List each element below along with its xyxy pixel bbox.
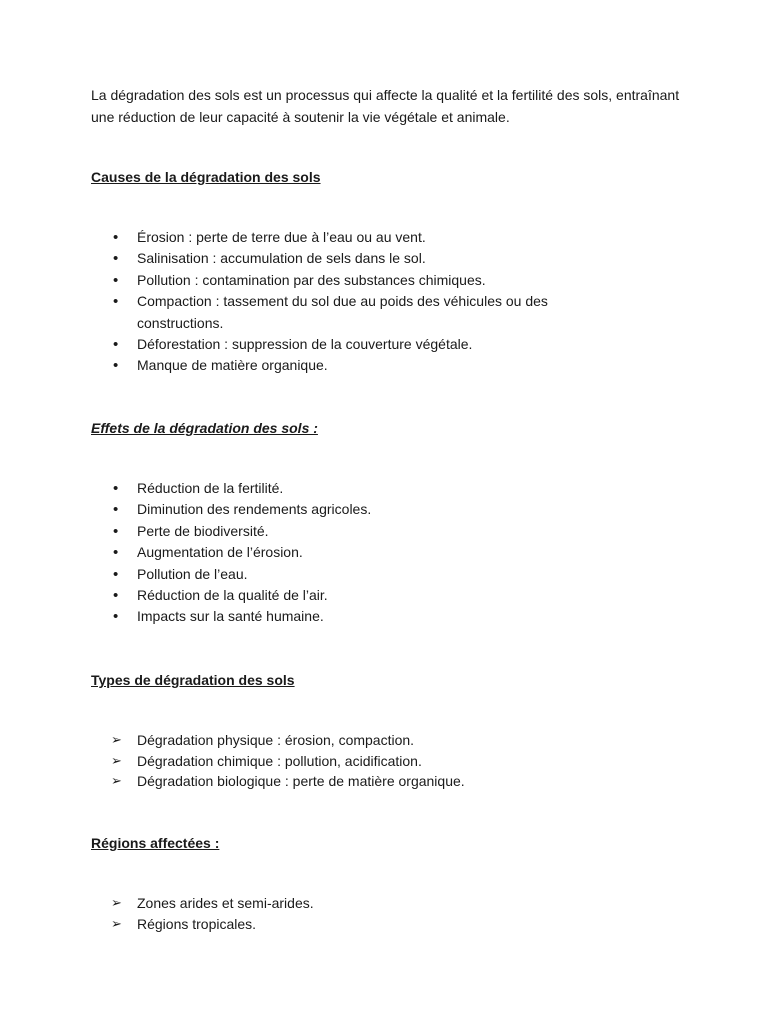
effets-list (91, 478, 611, 628)
list-item: • Compaction : tassement du sol due au poids des véhicules ou des constructions. (91, 291, 611, 334)
list-item: • Augmentation de l’érosion. (91, 542, 611, 563)
effets-heading: Effets de la dégradation des sols : (91, 420, 318, 436)
list-item: • Manque de matière organique. (91, 355, 611, 376)
list-item: • Réduction de la qualité de l’air. (91, 585, 611, 606)
causes-list (91, 227, 611, 377)
list-item: • Pollution de l’eau. (91, 564, 611, 585)
list-item: • Perte de biodiversité. (91, 521, 611, 542)
list-item: ➢ Zones arides et semi-arides. (91, 893, 611, 914)
regions-list (91, 893, 611, 934)
intro-paragraph: La dégradation des sols est un processus qui affecte la qualité et la fertilité des sols, entraînant une réduction de leur capacité à soutenir la vie végétale et animale. (91, 87, 680, 125)
list-item: • Réduction de la fertilité. (91, 478, 611, 499)
list-item: ➢ Dégradation biologique : perte de matière organique. (91, 771, 611, 792)
types-heading: Types de dégradation des sols (91, 672, 295, 688)
list-item: ➢ Dégradation chimique : pollution, acidification. (91, 751, 611, 772)
list-item: ➢ Régions tropicales. (91, 914, 611, 935)
list-item: • Salinisation : accumulation de sels dans le sol. (91, 248, 611, 269)
list-item: • Déforestation : suppression de la couverture végétale. (91, 334, 611, 355)
list-item: • Diminution des rendements agricoles. (91, 499, 611, 520)
causes-heading: Causes de la dégradation des sols (91, 169, 321, 185)
regions-heading: Régions affectées : (91, 835, 220, 851)
list-item: • Impacts sur la santé humaine. (91, 606, 611, 627)
list-item: ➢ Dégradation physique : érosion, compaction. (91, 730, 611, 751)
types-list (91, 730, 611, 792)
list-item: • Érosion : perte de terre due à l’eau ou au vent. (91, 227, 611, 248)
list-item: • Pollution : contamination par des substances chimiques. (91, 270, 611, 291)
